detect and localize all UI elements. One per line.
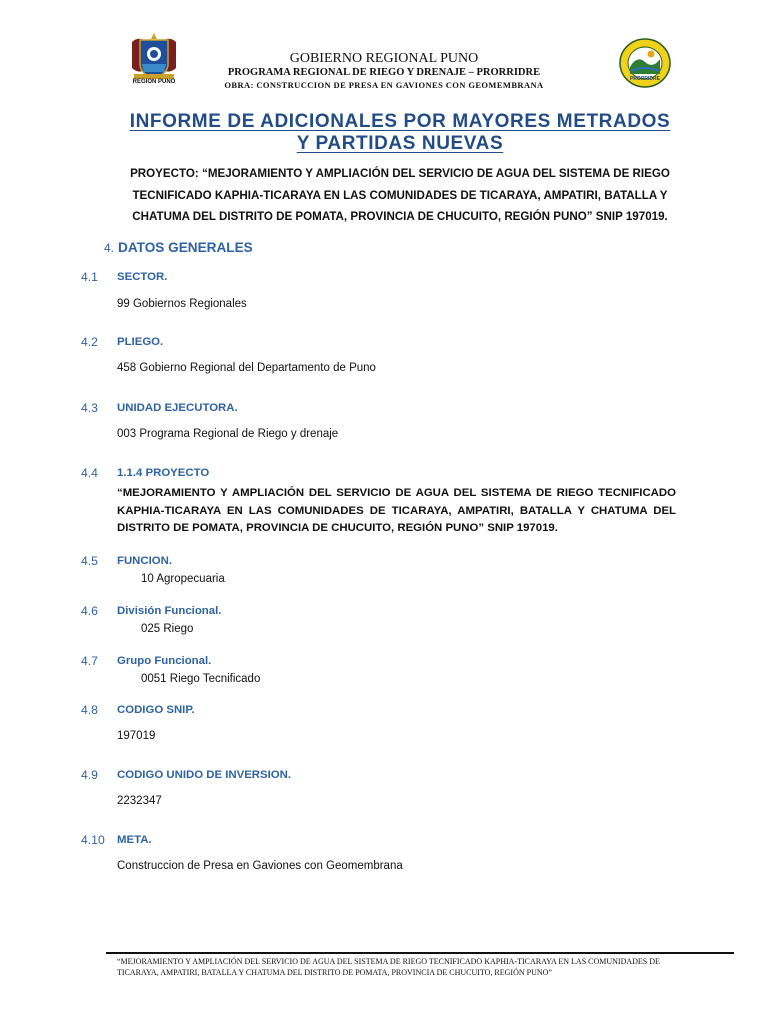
item-label-codigo-unido: CODIGO UNIDO DE INVERSION. [117, 769, 292, 781]
footer-text: “MEJORAMIENTO Y AMPLIACIÓN DEL SERVICIO DE AGUA DEL SISTEMA DE RIEGO TECNIFICADO KAPHIA-TICARAYA EN LAS COMUNIDADES DE TICARAYA, AMPATIRI, BATALLA Y CHATUMA DEL DISTRITO DE POMATA, PROVINCIA DE CHUCUITO, REGIÓN PUNO” [117, 957, 660, 977]
item-number: 4.9 [81, 768, 98, 782]
item-number: 4.7 [81, 654, 98, 668]
section-number: 4. [104, 241, 115, 255]
report-title [90, 111, 710, 155]
title-line-1: INFORME DE ADICIONALES POR MAYORES METRADOS [129, 111, 671, 132]
item-label-funcion: FUNCION. [117, 555, 173, 567]
item-value-funcion: 10 Agropecuaria [141, 573, 225, 585]
proyecto-label: PROYECTO: [130, 167, 199, 180]
item-label-proyecto: 1.1.4 PROYECTO [117, 467, 210, 479]
title-line-2: Y PARTIDAS NUEVAS [296, 133, 504, 154]
item-number: 4.1 [81, 270, 98, 284]
logo-caption: REGION PUNO [132, 79, 176, 85]
item-value-meta: Construccion de Presa en Gaviones con Geomembrana [117, 860, 403, 872]
proyecto-block [116, 163, 684, 228]
item-label-pliego: PLIEGO. [117, 336, 164, 348]
org-name: GOBIERNO REGIONAL PUNO [289, 51, 479, 66]
footer-divider [106, 952, 734, 954]
item-value-proyecto: “MEJORAMIENTO Y AMPLIACIÓN DEL SERVICIO DE AGUA DEL SISTEMA DE RIEGO TECNIFICADO KAPHIA-TICARAYA EN LAS COMUNIDADES DE TICARAYA, AMPATIRI, BATALLA Y CHATUMA DEL DISTRITO DE POMATA, PROVINCIA DE CHUCUITO, REGIÓN PUNO” SNIP 197019. [117, 487, 676, 535]
item-label-codigo-snip: CODIGO SNIP. [117, 704, 195, 716]
item-value-codigo-snip: 197019 [117, 730, 156, 742]
item-number: 4.8 [81, 703, 98, 717]
item-number: 4.6 [81, 604, 98, 618]
item-label-sector: SECTOR. [117, 271, 168, 283]
item-value-unidad-ejecutora: 003 Programa Regional de Riego y drenaje [117, 428, 339, 440]
item-value-codigo-unido: 2232347 [117, 795, 162, 807]
section-title: DATOS GENERALES [118, 240, 253, 255]
item-number: 4.5 [81, 554, 98, 568]
item-label-division-funcional: División Funcional. [117, 605, 222, 617]
proyecto-text: “MEJORAMIENTO Y AMPLIACIÓN DEL SERVICIO DE AGUA DEL SISTEMA DE RIEGO TECNIFICADO KAPHIA-TICARAYA EN LAS COMUNIDADES DE TICARAYA, AMPATIRI, BATALLA Y CHATUMA DEL DISTRITO DE POMATA, PROVINCIA DE CHUCUITO, REGIÓN PUNO” SNIP 197019. [132, 167, 670, 223]
section-heading [104, 240, 253, 255]
item-label-grupo-funcional: Grupo Funcional. [117, 655, 212, 667]
item-value-pliego: 458 Gobierno Regional del Departamento de Puno [117, 362, 376, 374]
item-label-meta: META. [117, 834, 152, 846]
item-value-sector: 99 Gobiernos Regionales [117, 298, 247, 310]
item-number: 4.10 [81, 833, 105, 847]
item-label-unidad-ejecutora: UNIDAD EJECUTORA. [117, 402, 238, 414]
obra-name: OBRA: CONSTRUCCION DE PRESA EN GAVIONES CON GEOMEMBRANA [224, 80, 544, 90]
logo-caption: PRORRIDRE [629, 76, 660, 82]
item-number: 4.3 [81, 401, 98, 415]
item-number: 4.4 [81, 466, 98, 480]
item-value-grupo-funcional: 0051 Riego Tecnificado [141, 673, 261, 685]
item-value-division-funcional: 025 Riego [141, 623, 194, 635]
program-name: PROGRAMA REGIONAL DE RIEGO Y DRENAJE – PRORRIDRE [227, 67, 541, 78]
item-number: 4.2 [81, 335, 98, 349]
